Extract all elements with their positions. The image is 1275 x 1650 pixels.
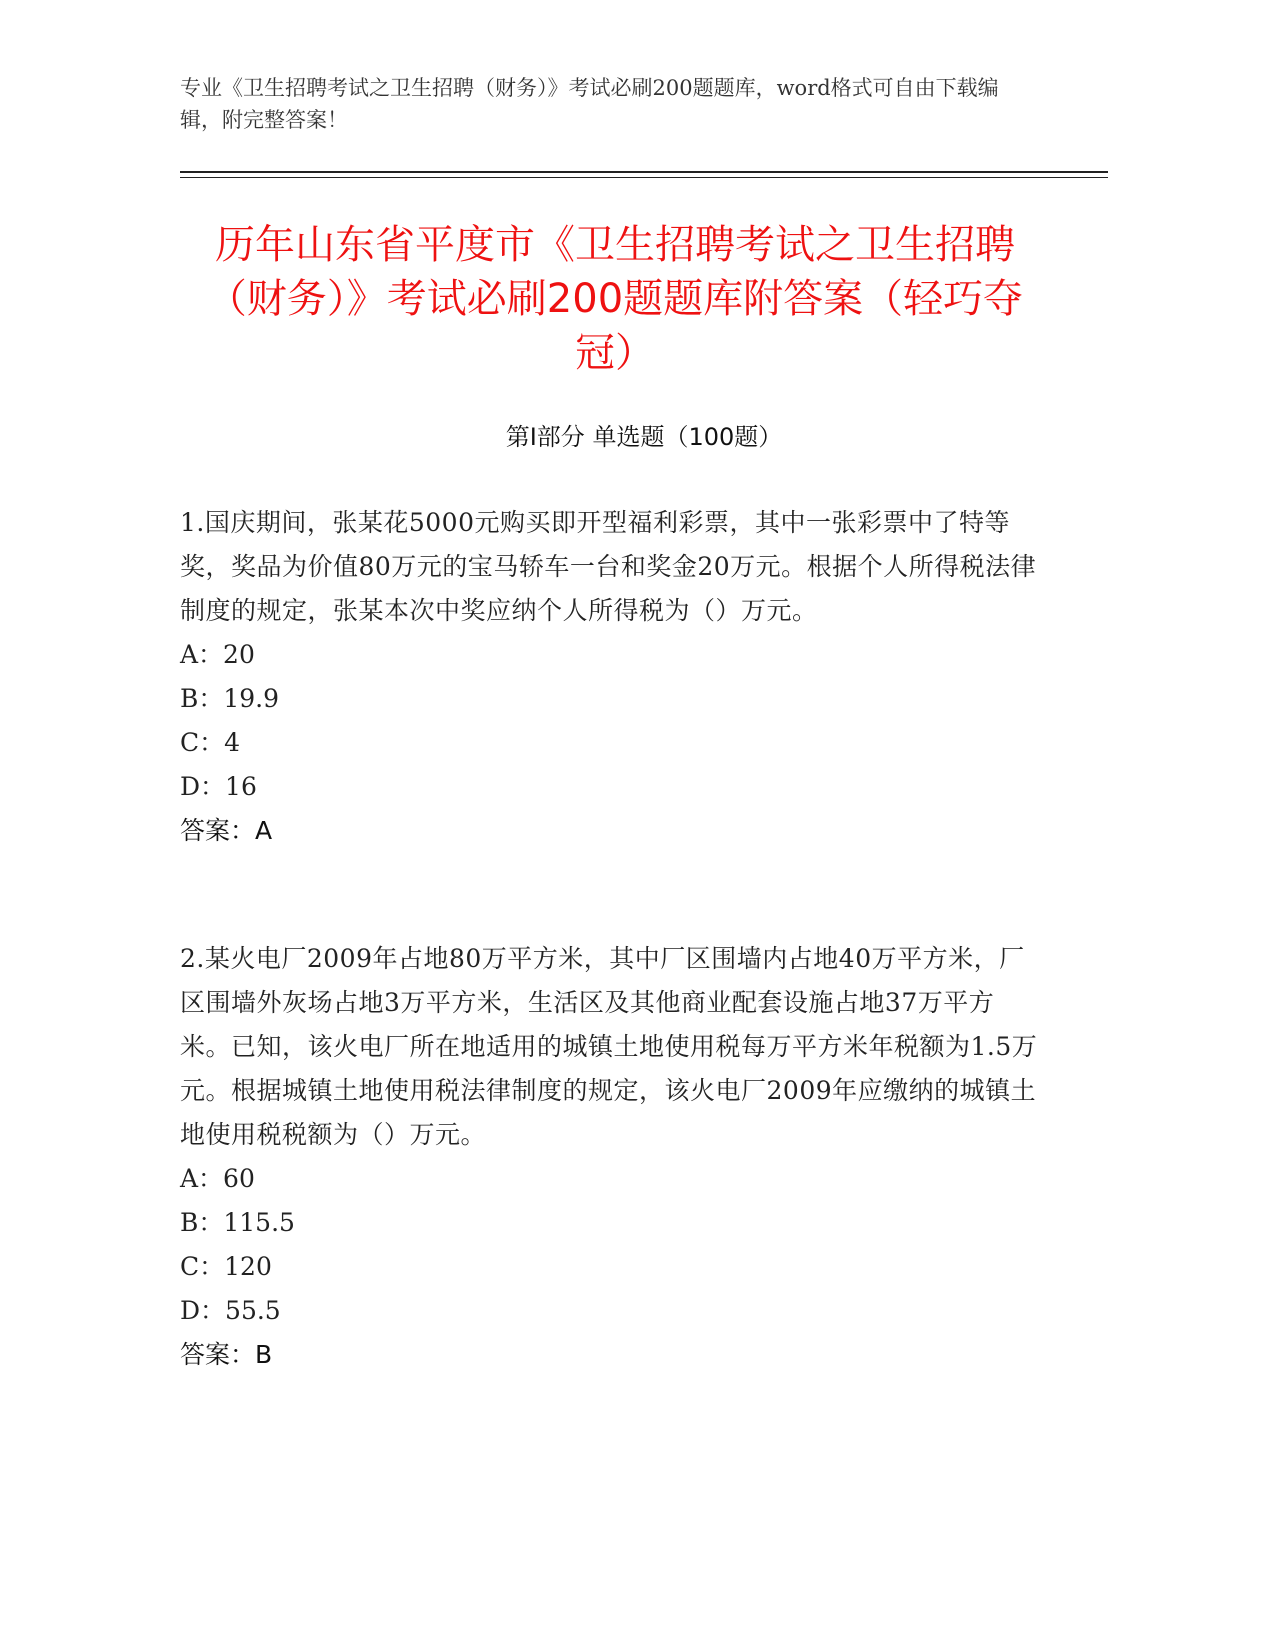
question-text: 2.某火电厂2009年占地80万平方米，其中厂区围墙内占地40万平方米，厂区围墙外灰场占地3万平方米，生活区及其他商业配套设施占地37万平方米。已知，该火电厂所在地适用的城镇土地使用税每万平方米年税额为1.5万元。根据城镇土地使用税法律制度的规定，该火电厂2009年应缴纳的城镇土地使用税税额为（）万元。 [180, 944, 1038, 1149]
question-1 [180, 501, 1040, 853]
option-a: A：20 [180, 640, 255, 669]
header-rule-thick [180, 171, 1108, 173]
option-d: D：55.5 [180, 1296, 281, 1325]
option-a: A：60 [180, 1164, 255, 1193]
option-b: B：19.9 [180, 684, 280, 713]
section-heading: 第I部分 单选题（100题） [505, 423, 783, 451]
question-text: 1.国庆期间，张某花5000元购买即开型福利彩票，其中一张彩票中了特等奖，奖品为价值80万元的宝马轿车一台和奖金20万元。根据个人所得税法律制度的规定，张某本次中奖应纳个人所得税为（）万元。 [180, 508, 1037, 625]
answer: 答案：B [180, 1340, 273, 1369]
header-note: 专业《卫生招聘考试之卫生招聘（财务）》考试必刷200题题库，word格式可自由下载编辑，附完整答案！ [180, 76, 999, 132]
question-2 [180, 937, 1040, 1377]
option-b: B：115.5 [180, 1208, 295, 1237]
option-c: C：120 [180, 1252, 272, 1281]
header-rule-thin [180, 177, 1108, 178]
answer: 答案：A [180, 816, 273, 845]
option-c: C：4 [180, 728, 241, 757]
document-title: 历年山东省平度市《卫生招聘考试之卫生招聘（财务）》考试必刷200题题库附答案（轻巧夺冠） [206, 222, 1024, 376]
option-d: D：16 [180, 772, 257, 801]
